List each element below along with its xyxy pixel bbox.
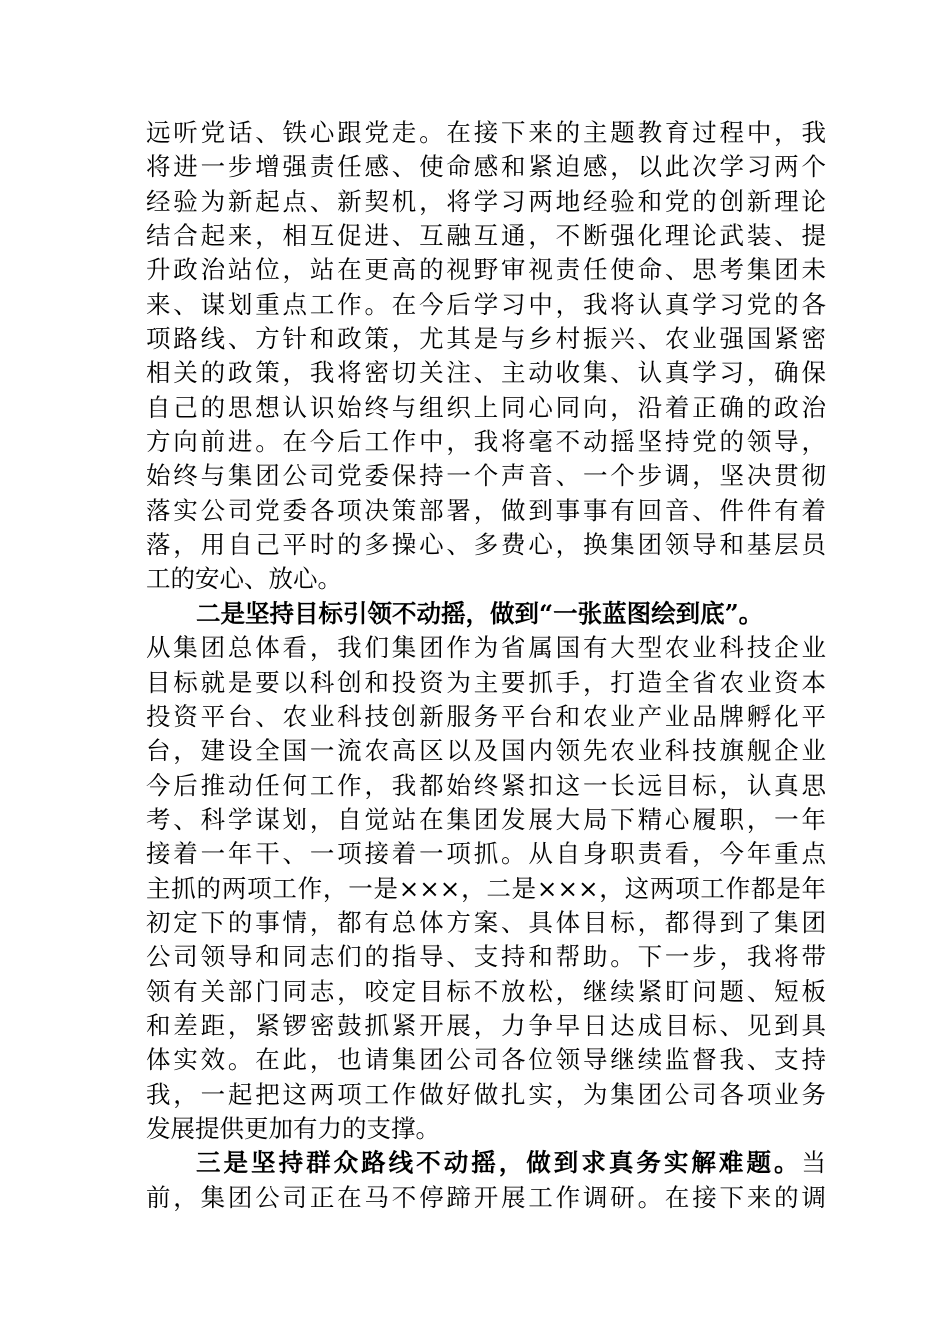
text-line: 台，建设全国一流农高区以及国内领先农业科技旗舰企业 (146, 736, 826, 766)
text-line: 方向前进。在今后工作中，我将毫不动摇坚持党的领导， (146, 427, 826, 457)
text-line: 始终与集团公司党委保持一个声音、一个步调，坚决贯彻 (146, 461, 826, 491)
text-line: 工的安心、放心。 (146, 564, 342, 594)
text-line: 和差距，紧锣密鼓抓紧开展，力争早日达成目标、见到具 (146, 1010, 826, 1040)
text-line: 考、科学谋划，自觉站在集团发展大局下精心履职，一年 (146, 804, 826, 834)
heading-text: 三是坚持群众路线不动摇，做到求真务实解难题。 (196, 1148, 802, 1178)
text-line: 落，用自己平时的多操心、多费心，换集团领导和基层员 (146, 530, 826, 560)
text-line: 目标就是要以科创和投资为主要抓手，打造全省农业资本 (146, 667, 826, 697)
text-line: 前，集团公司正在马不停蹄开展工作调研。在接下来的调 (146, 1182, 826, 1212)
heading-text: 二是坚持目标引领不动摇，做到“一张蓝图绘到底”。 (196, 598, 764, 628)
text-line: 落实公司党委各项决策部署，做到事事有回音、件件有着 (146, 495, 826, 525)
text-line: 发展提供更加有力的支撑。 (146, 1113, 440, 1143)
document-body (146, 116, 826, 1215)
text-line: 领有关部门同志，咬定目标不放松，继续紧盯问题、短板 (146, 976, 826, 1006)
text-line: 投资平台、农业科技创新服务平台和农业产业品牌孵化平 (146, 701, 826, 731)
text-line: 远听党话、铁心跟党走。在接下来的主题教育过程中，我 (146, 118, 826, 147)
text-line: 主抓的两项工作，一是×××，二是×××，这两项工作都是年 (146, 873, 826, 903)
text-line: 自己的思想认识始终与组织上同心同向，沿着正确的政治 (146, 392, 826, 422)
section-heading (146, 597, 826, 631)
section-heading: 三是坚持群众路线不动摇，做到求真务实解难题。当 (196, 1148, 826, 1178)
text-line: 相关的政策，我将密切关注、主动收集、认真学习，确保 (146, 358, 826, 388)
text-line: 初定下的事情，都有总体方案、具体目标，都得到了集团 (146, 907, 826, 937)
text-line: 经验为新起点、新契机，将学习两地经验和党的创新理论 (146, 186, 826, 216)
text-line: 体实效。在此，也请集团公司各位领导继续监督我、支持 (146, 1045, 826, 1075)
text-line: 来、谋划重点工作。在今后学习中，我将认真学习党的各 (146, 289, 826, 319)
text-line: 公司领导和同志们的指导、支持和帮助。下一步，我将带 (146, 942, 826, 972)
text-line: 我，一起把这两项工作做好做扎实，为集团公司各项业务 (146, 1079, 826, 1109)
text-line: 项路线、方针和政策，尤其是与乡村振兴、农业强国紧密 (146, 324, 826, 354)
text-line: 接着一年干、一项接着一项抓。从自身职责看，今年重点 (146, 839, 826, 869)
text-line: 结合起来，相互促进、互融互通，不断强化理论武装、提 (146, 221, 826, 251)
text-line: 从集团总体看，我们集团作为省属国有大型农业科技企业 (146, 633, 826, 663)
text-line: 今后推动任何工作，我都始终紧扣这一长远目标，认真思 (146, 770, 826, 800)
text-line: 升政治站位，站在更高的视野审视责任使命、思考集团未 (146, 255, 826, 285)
text-line: 将进一步增强责任感、使命感和紧迫感，以此次学习两个 (146, 152, 826, 182)
